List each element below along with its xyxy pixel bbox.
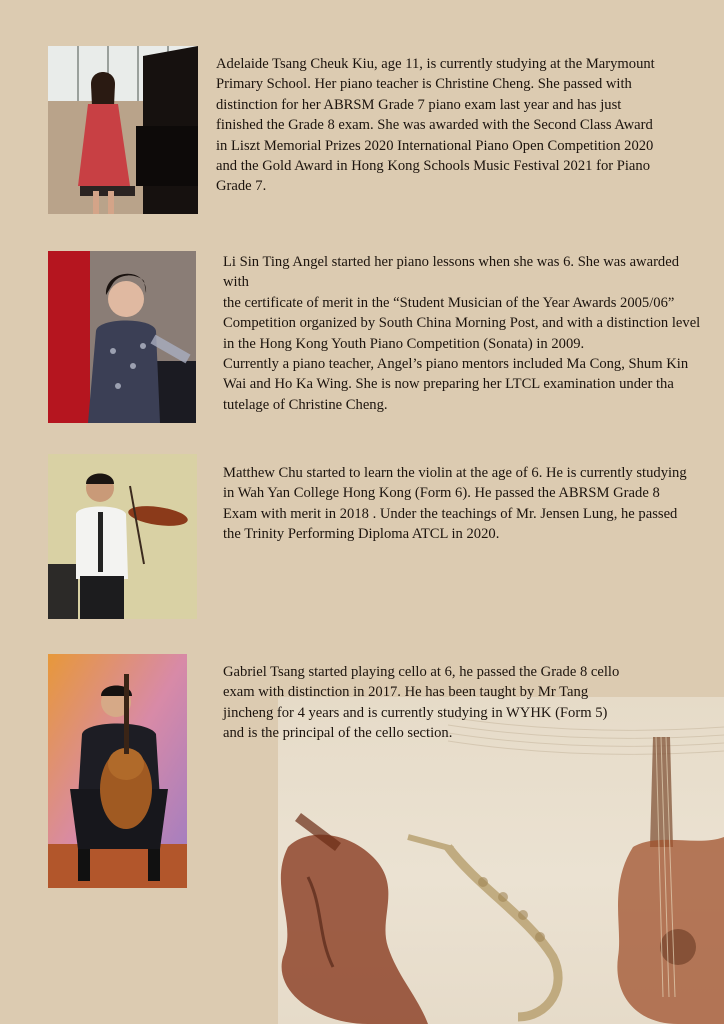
bio-line: Wai and Ho Ka Wing. She is now preparing her LTCL examination under tha <box>223 376 674 393</box>
boy-playing-violin-icon <box>48 454 197 619</box>
bio-line: Currently a piano teacher, Angel’s piano mentors included Ma Cong, Shum Kin <box>223 356 689 373</box>
bio-line: Adelaide Tsang Cheuk Kiu, age 11, is currently studying at the Marymount <box>216 56 655 72</box>
bio-line: the Trinity Performing Diploma ATCL in 2020. <box>223 526 500 543</box>
matthew-bio <box>223 463 703 545</box>
bio-line: in Wah Yan College Hong Kong (Form 6). He passed the ABRSM Grade 8 <box>223 485 660 502</box>
gabriel-bio <box>223 662 643 744</box>
gabriel-photo <box>48 654 187 888</box>
adelaide-photo <box>48 46 198 214</box>
bio-line: Grade 7. <box>216 178 267 195</box>
bio-line: tutelage of Christine Cheng. <box>223 396 388 413</box>
violin-icon <box>281 817 428 1024</box>
adelaide-bio <box>216 54 686 197</box>
bio-line: finished the Grade 8 exam. She was awarded with the Second Class Award <box>216 117 653 134</box>
bio-line: jincheng for 4 years and is currently studying in WYHK (Form 5) <box>223 704 608 721</box>
bio-line: in Liszt Memorial Prizes 2020 International Piano Open Competition 2020 <box>216 137 654 154</box>
bio-line: the certificate of merit in the “Student Musician of the Year Awards 2005/06” <box>223 294 675 311</box>
angel-photo <box>48 251 196 423</box>
bio-line: exam with distinction in 2017. He has been taught by Mr Tang <box>223 684 589 701</box>
bio-line: Gabriel Tsang started playing cello at 6, he passed the Grade 8 cello <box>223 664 620 680</box>
guitar-icon <box>617 737 724 1024</box>
bio-line: Exam with merit in 2018 . Under the teachings of Mr. Jensen Lung, he passed <box>223 505 678 522</box>
saxophone-icon <box>408 837 558 1017</box>
bio-line: Primary School. Her piano teacher is Christine Cheng. She passed with <box>216 76 632 93</box>
angel-bio <box>223 252 703 415</box>
girl-at-piano-icon <box>48 46 198 214</box>
bio-line: and the Gold Award in Hong Kong Schools Music Festival 2021 for Piano <box>216 158 651 175</box>
instruments-watermark <box>278 697 724 1024</box>
bio-line: in the Hong Kong Youth Piano Competition (Sonata) in 2009. <box>223 335 585 352</box>
boy-playing-cello-icon <box>48 654 187 888</box>
bio-line: Competition organized by South China Morning Post, and with a distinction level <box>223 315 701 332</box>
bio-line: Li Sin Ting Angel started her piano lessons when she was 6. She was awarded with <box>223 254 679 291</box>
woman-playing-piano-icon <box>48 251 196 423</box>
bio-line: distinction for her ABRSM Grade 7 piano exam last year and has just <box>216 96 622 113</box>
matthew-photo <box>48 454 197 619</box>
bio-line: and is the principal of the cello section. <box>223 725 453 742</box>
bio-line: Matthew Chu started to learn the violin at the age of 6. He is currently studying <box>223 465 687 481</box>
